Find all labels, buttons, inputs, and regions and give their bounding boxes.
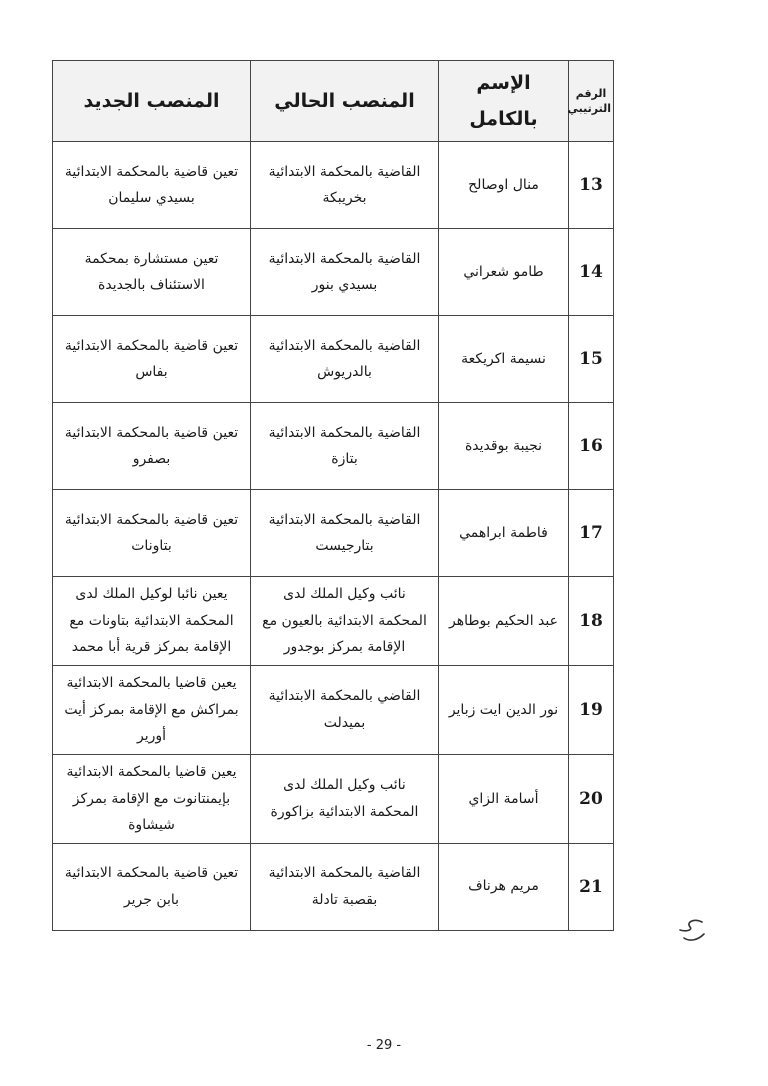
table-row	[53, 666, 614, 755]
header-current-position: المنصب الحالي	[251, 61, 439, 142]
row-name: نسيمة اكريكعة	[439, 316, 569, 403]
row-current-position: القاضية بالمحكمة الابتدائية بالدريوش	[251, 316, 439, 403]
row-rank: 13	[569, 142, 614, 229]
row-rank: 15	[569, 316, 614, 403]
row-current-position: القاضية بالمحكمة الابتدائية بقصبة تادلة	[251, 843, 439, 930]
table-row	[53, 142, 614, 229]
row-new-position: تعين قاضية بالمحكمة الابتدائية بفاس	[53, 316, 251, 403]
table-row	[53, 843, 614, 930]
header-new-position: المنصب الجديد	[53, 61, 251, 142]
row-current-position: القاضية بالمحكمة الابتدائية بخريبكة	[251, 142, 439, 229]
row-new-position: تعين مستشارة بمحكمة الاستئناف بالجديدة	[53, 229, 251, 316]
row-name: طامو شعراني	[439, 229, 569, 316]
row-name: نور الدين ايت زباير	[439, 666, 569, 755]
table-row	[53, 229, 614, 316]
table-row	[53, 754, 614, 843]
handwritten-initials	[672, 916, 708, 946]
row-name: نجيبة بوقديدة	[439, 403, 569, 490]
row-current-position: القاضية بالمحكمة الابتدائية بتازة	[251, 403, 439, 490]
row-new-position: تعين قاضية بالمحكمة الابتدائية بابن جرير	[53, 843, 251, 930]
table-row	[53, 577, 614, 666]
row-name: أسامة الزاي	[439, 754, 569, 843]
table-header-row	[53, 61, 614, 142]
row-new-position: يعين قاضيا بالمحكمة الابتدائية بإيمنتانوت مع الإقامة بمركز شيشاوة	[53, 754, 251, 843]
row-new-position: تعين قاضية بالمحكمة الابتدائية بصفرو	[53, 403, 251, 490]
table-row	[53, 403, 614, 490]
row-new-position: يعين قاضيا بالمحكمة الابتدائية بمراكش مع الإقامة بمركز أيت أورير	[53, 666, 251, 755]
row-name: مريم هرناف	[439, 843, 569, 930]
row-new-position: تعين قاضية بالمحكمة الابتدائية بتاونات	[53, 490, 251, 577]
table-row	[53, 316, 614, 403]
header-full-name: الإسم بالكامل	[439, 61, 569, 142]
row-rank: 14	[569, 229, 614, 316]
row-new-position: يعين نائبا لوكيل الملك لدى المحكمة الابتدائية بتاونات مع الإقامة بمركز قرية أبا محمد	[53, 577, 251, 666]
row-new-position: تعين قاضية بالمحكمة الابتدائية بسيدي سليمان	[53, 142, 251, 229]
row-rank: 18	[569, 577, 614, 666]
header-rank: الرقم الترتيبي	[569, 61, 614, 142]
row-current-position: نائب وكيل الملك لدى المحكمة الابتدائية بزاكورة	[251, 754, 439, 843]
appointments-table	[52, 60, 614, 931]
row-rank: 19	[569, 666, 614, 755]
row-name: منال اوصالح	[439, 142, 569, 229]
row-current-position: القاضي بالمحكمة الابتدائية بميدلت	[251, 666, 439, 755]
row-current-position: القاضية بالمحكمة الابتدائية بتارجيست	[251, 490, 439, 577]
row-name: فاطمة ابراهمي	[439, 490, 569, 577]
row-current-position: القاضية بالمحكمة الابتدائية بسيدي بنور	[251, 229, 439, 316]
row-name: عبد الحكيم بوطاهر	[439, 577, 569, 666]
row-rank: 21	[569, 843, 614, 930]
row-rank: 17	[569, 490, 614, 577]
row-rank: 20	[569, 754, 614, 843]
page-number: - 29 -	[366, 1038, 402, 1053]
row-current-position: نائب وكيل الملك لدى المحكمة الابتدائية بالعيون مع الإقامة بمركز بوجدور	[251, 577, 439, 666]
table-row	[53, 490, 614, 577]
row-rank: 16	[569, 403, 614, 490]
